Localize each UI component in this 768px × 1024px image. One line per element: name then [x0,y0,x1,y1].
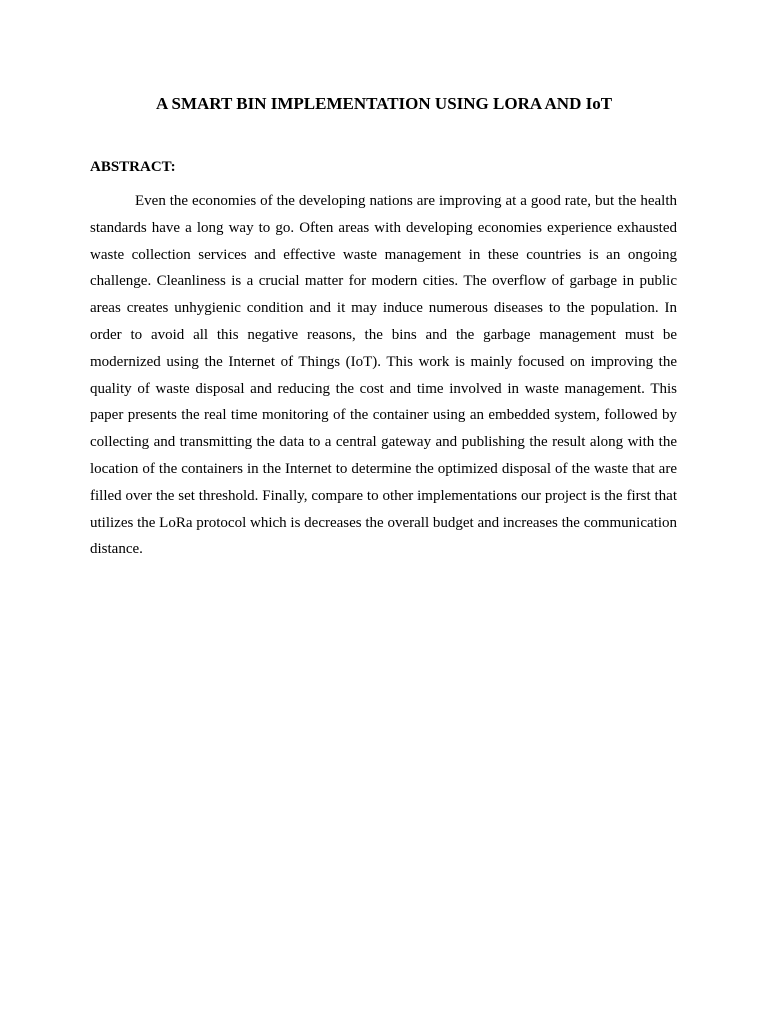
abstract-paragraph: Even the economies of the developing nations are improving at a good rate, but the health standards have a long way to go. Often areas with developing economies experience exhausted waste collection services and effective waste management in these countries is an ongoing challenge. Cleanliness is a crucial matter for modern cities. The overflow of garbage in public areas creates unhygienic condition and it may induce numerous diseases to the population. In order to avoid all this negative reasons, the bins and the garbage management must be modernized using the Internet of Things (IoT). This work is mainly focused on improving the quality of waste disposal and reducing the cost and time involved in waste management. This paper presents the real time monitoring of the container using an embedded system, followed by collecting and transmitting the data to a central gateway and publishing the result along with the location of the containers in the Internet to determine the optimized disposal of the waste that are filled over the set threshold. Finally, compare to other implementations our project is the first that utilizes the LoRa protocol which is decreases the overall budget and increases the communication distance. [90,193,677,558]
abstract-heading: ABSTRACT: [90,159,176,175]
document-title: A SMART BIN IMPLEMENTATION USING LORA AND IoT [155,94,613,113]
